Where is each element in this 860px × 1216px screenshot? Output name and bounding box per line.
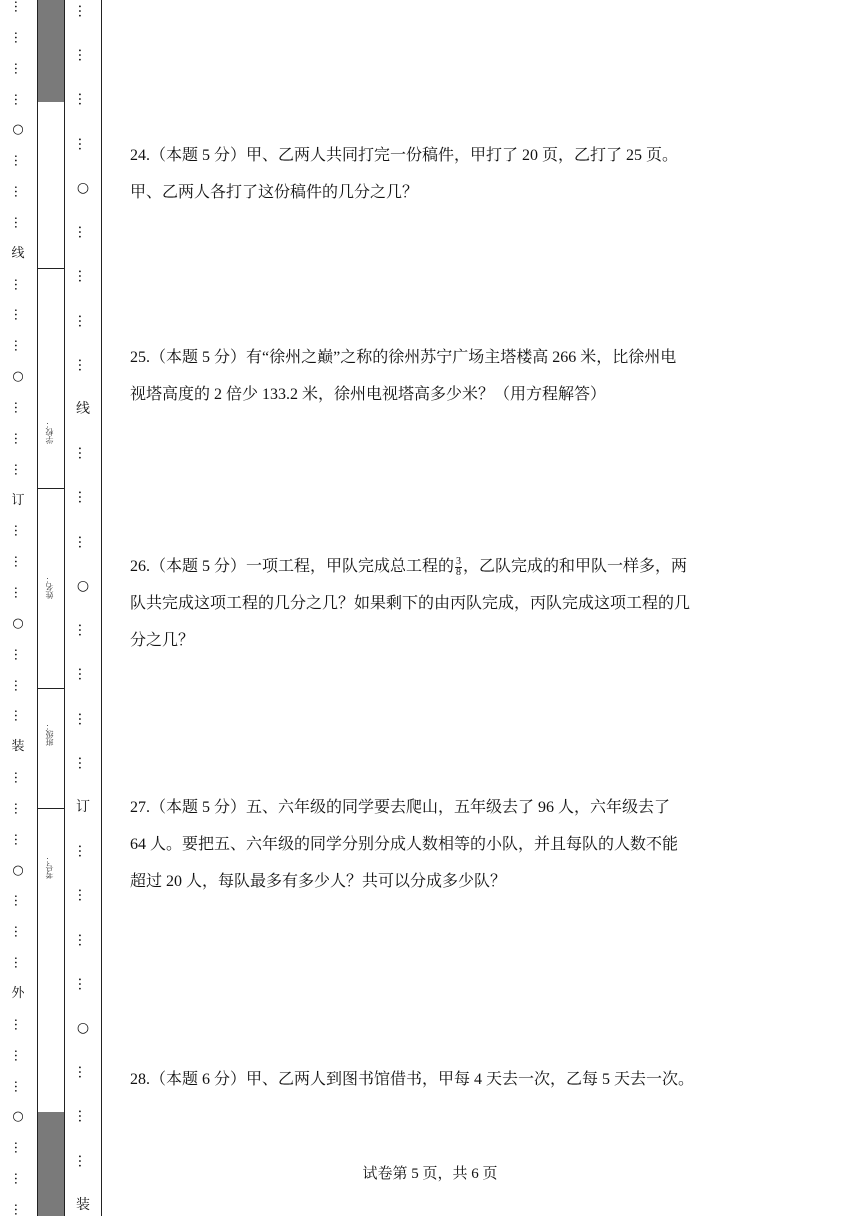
outer-mark-dots: … bbox=[10, 215, 26, 229]
question-28 bbox=[130, 1061, 740, 1098]
question-points: （本题 5 分） bbox=[150, 558, 247, 575]
inner-mark-dots: … bbox=[75, 269, 91, 284]
outer-mark-dots: … bbox=[10, 771, 26, 785]
class-field-label: 班级： bbox=[45, 722, 54, 746]
outer-mark-circle: ○ bbox=[12, 1109, 24, 1125]
question-27 bbox=[130, 789, 740, 900]
name-field-label: 姓名： bbox=[45, 575, 54, 599]
outer-mark-dots: … bbox=[10, 647, 26, 661]
inner-mark-dots: … bbox=[75, 490, 91, 505]
inner-mark-dots: … bbox=[75, 1065, 91, 1080]
inner-mark-dots: … bbox=[75, 1153, 91, 1168]
inner-mark-dots: … bbox=[75, 313, 91, 328]
inner-mark-dots: … bbox=[75, 667, 91, 682]
outer-mark-dots: … bbox=[10, 61, 26, 75]
inner-mark-dots: … bbox=[75, 225, 91, 240]
strip-divider bbox=[38, 488, 64, 489]
outer-mark-circle: ○ bbox=[12, 862, 24, 878]
question-points: （本题 5 分） bbox=[150, 799, 247, 816]
inner-mark-circle: ○ bbox=[76, 1020, 90, 1037]
inner-mark-circle: ○ bbox=[76, 179, 90, 196]
inner-mark-dots: … bbox=[75, 888, 91, 903]
question-24 bbox=[130, 137, 740, 211]
outer-mark-circle: ○ bbox=[12, 615, 24, 631]
inner-mark-dots: … bbox=[75, 357, 91, 372]
question-28-line-1 bbox=[130, 1061, 740, 1098]
outer-mark-dots: … bbox=[10, 709, 26, 723]
question-text: 分之几？ bbox=[130, 632, 195, 649]
strip-divider bbox=[38, 808, 64, 809]
outer-mark-dots: … bbox=[10, 308, 26, 322]
school-field-label: 学校： bbox=[45, 420, 54, 444]
inner-mark-dots: … bbox=[75, 932, 91, 947]
outer-mark-dots: … bbox=[10, 400, 26, 414]
outer-mark-circle: ○ bbox=[12, 369, 24, 385]
outer-mark-dots: … bbox=[10, 524, 26, 538]
strip-divider bbox=[38, 268, 64, 269]
inner-mark-circle: ○ bbox=[76, 577, 90, 594]
outer-mark-dots: … bbox=[10, 894, 26, 908]
inner-mark-dots: … bbox=[75, 844, 91, 859]
inner-mark-dots: … bbox=[75, 4, 91, 18]
outer-mark-dots: … bbox=[10, 1017, 26, 1031]
outer-mark-dots: … bbox=[10, 0, 26, 13]
inner-mark-dots: … bbox=[75, 92, 91, 107]
fraction-three-eighths bbox=[455, 557, 462, 578]
outer-mark-label: 线 bbox=[11, 245, 25, 261]
outer-mark-dots: … bbox=[10, 1172, 26, 1186]
question-text: 五、六年级的同学要去爬山，五年级去了 96 人，六年级去了 bbox=[246, 799, 671, 816]
outer-mark-dots: … bbox=[10, 801, 26, 815]
page-footer: 试卷第 5 页，共 6 页 bbox=[362, 1166, 498, 1182]
student-info-strip bbox=[37, 0, 65, 1216]
question-text: 视塔高度的 2 倍少 133.2 米，徐州电视塔高多少米？（用方程解答） bbox=[130, 386, 607, 403]
question-text: 甲、乙两人各打了这份稿件的几分之几？ bbox=[130, 184, 419, 201]
question-number: 24. bbox=[130, 147, 150, 164]
outer-mark-dots: … bbox=[10, 678, 26, 692]
margin-rule bbox=[101, 0, 102, 1216]
inner-mark-label: 线 bbox=[76, 400, 90, 417]
inner-mark-dots: … bbox=[75, 136, 91, 151]
question-text: 甲、乙两人共同打完一份稿件，甲打了 20 页，乙打了 25 页。 bbox=[246, 147, 679, 164]
question-text: 队共完成这项工程的几分之几？如果剩下的由丙队完成，丙队完成这项工程的几 bbox=[130, 595, 691, 612]
outer-mark-dots: … bbox=[10, 925, 26, 939]
outer-mark-dots: … bbox=[10, 1079, 26, 1093]
outer-mark-dots: … bbox=[10, 1048, 26, 1062]
outer-mark-dots: … bbox=[10, 555, 26, 569]
binding-margin bbox=[0, 0, 105, 1216]
outer-mark-dots: … bbox=[10, 277, 26, 291]
question-25-line-1 bbox=[130, 339, 740, 376]
fraction-denominator: 8 bbox=[456, 566, 462, 578]
inner-mark-dots: … bbox=[75, 755, 91, 770]
question-points: （本题 5 分） bbox=[150, 147, 247, 164]
inner-mark-dots: … bbox=[75, 534, 91, 549]
question-25 bbox=[130, 339, 740, 413]
question-points: （本题 6 分） bbox=[150, 1071, 247, 1088]
inner-mark-dots: … bbox=[75, 446, 91, 461]
question-text: 64 人。要把五、六年级的同学分别分成人数相等的小队，并且每队的人数不能 bbox=[130, 836, 679, 853]
question-number: 28. bbox=[130, 1071, 150, 1088]
outer-mark-dots: … bbox=[10, 92, 26, 106]
outer-mark-dots: … bbox=[10, 956, 26, 970]
exam-number-field-label: 考号： bbox=[45, 855, 54, 879]
question-text: ，乙队完成的和甲队一样多，两 bbox=[463, 558, 688, 575]
fraction-numerator: 3 bbox=[456, 555, 462, 567]
outer-mark-dots: … bbox=[10, 30, 26, 44]
question-26 bbox=[130, 548, 740, 659]
inner-mark-dots: … bbox=[75, 976, 91, 991]
question-24-line-1 bbox=[130, 137, 740, 174]
question-number: 25. bbox=[130, 349, 150, 366]
inner-mark-label: 装 bbox=[76, 1196, 90, 1213]
outer-mark-label: 外 bbox=[11, 986, 25, 1001]
question-number: 26. bbox=[130, 558, 150, 575]
question-number: 27. bbox=[130, 799, 150, 816]
strip-divider bbox=[38, 688, 64, 689]
outer-mark-label: 装 bbox=[11, 739, 25, 755]
outer-mark-dots: … bbox=[10, 832, 26, 846]
question-text: 甲、乙两人到图书馆借书，甲每 4 天去一次，乙每 5 天去一次。 bbox=[246, 1071, 695, 1088]
inner-mark-dots: … bbox=[75, 1109, 91, 1124]
question-text: 一项工程，甲队完成总工程的 bbox=[246, 558, 455, 575]
inner-mark-label: 订 bbox=[76, 798, 90, 815]
outer-mark-dots: … bbox=[10, 339, 26, 353]
outer-binding-line bbox=[0, 0, 36, 1216]
inner-mark-dots: … bbox=[75, 711, 91, 726]
outer-mark-dots: … bbox=[10, 1141, 26, 1155]
question-text: 有“徐州之巅”之称的徐州苏宁广场主塔楼高 266 米，比徐州电 bbox=[246, 349, 677, 366]
outer-mark-label: 订 bbox=[11, 492, 25, 508]
inner-mark-dots: … bbox=[75, 623, 91, 638]
question-26-line-1 bbox=[130, 548, 740, 585]
question-text: 超过 20 人，每队最多有多少人？共可以分成多少队？ bbox=[130, 873, 507, 890]
inner-binding-line bbox=[66, 0, 100, 1216]
question-27-line-1 bbox=[130, 789, 740, 826]
strip-shade-top bbox=[38, 0, 64, 102]
outer-mark-dots: … bbox=[10, 154, 26, 168]
outer-mark-circle: ○ bbox=[12, 122, 24, 138]
outer-mark-dots: … bbox=[10, 431, 26, 445]
inner-mark-dots: … bbox=[75, 48, 91, 63]
outer-mark-dots: … bbox=[10, 462, 26, 476]
outer-mark-dots: … bbox=[10, 1202, 26, 1216]
outer-mark-dots: … bbox=[10, 586, 26, 600]
question-points: （本题 5 分） bbox=[150, 349, 247, 366]
outer-mark-dots: … bbox=[10, 185, 26, 199]
